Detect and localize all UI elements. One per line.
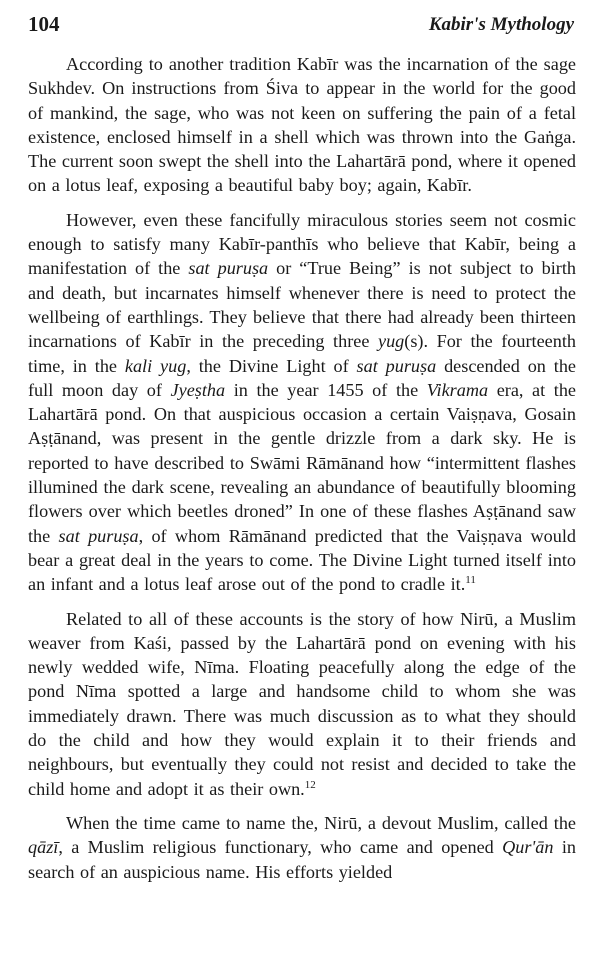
text-run: , a Muslim religious functionary, who came and opened bbox=[58, 837, 503, 858]
italic-term: sat puruṣa bbox=[356, 355, 437, 376]
text-run: in the year 1455 of the bbox=[225, 379, 427, 400]
text-run: in search of an auspicious name. His efforts yielded bbox=[28, 837, 576, 882]
text-run: However, even these fancifully miraculous stories seem not cosmic enough to satisfy many Kabīr-panthīs who believe that Kabīr, being a manifestation of the bbox=[28, 209, 576, 279]
text-run: descended on the full moon day of bbox=[28, 355, 576, 400]
running-head: Kabir's Mythology bbox=[428, 14, 574, 35]
body-text bbox=[28, 52, 576, 894]
italic-term: sat puruṣa bbox=[188, 258, 269, 279]
text-run: According to another tradition Kabīr was the incarnation of the sage Sukhdev. On instructions from Śiva to appear in the world for the good of mankind, the sage, who was not keen on suffering the pain of a fetal existence, enclosed himself in a shell which was thrown into the Gaṅga. The current soon swept the shell into the Lahartārā pond, where it opened on a lotus leaf, exposing a beautiful baby boy; again, Kabīr. bbox=[28, 54, 576, 196]
footnote-ref: 12 bbox=[304, 778, 316, 791]
page-number: 104 bbox=[28, 12, 60, 36]
italic-term: kali yug bbox=[124, 355, 187, 376]
text-run: Related to all of these accounts is the story of how Nirū, a Muslim weaver from Kaśi, passed by the Lahartārā pond on evening with his newly wedded wife, Nīma. Floating peacefully along the edge of the pond Nīma spotted a large and handsome child to whom she was immediately drawn. There was much discussion as to what they should do the child and how they would explain it to their friends and neighbours, but eventually they could not resist and decided to take the child home and adopt it as their own. bbox=[28, 608, 576, 799]
italic-term: Qur'ān bbox=[502, 837, 554, 858]
paragraph-3 bbox=[28, 607, 576, 801]
italic-term: Vikrama bbox=[426, 379, 489, 400]
text-run: or “True Being” is not subject to birth and death, but incarnates himself whenever there is need to protect the wellbeing of earthlings. They believe that there had already been thirteen incarnations of Kabīr in the preceding three bbox=[28, 258, 576, 352]
text-run: era, at the Lahartārā pond. On that auspicious occasion a certain Vaiṣṇava, Gosain Aṣṭānand, was present in the gentle drizzle from a dark sky. He is reported to have described to Swāmi Rāmānand how “intermittent flashes illumined the dark scene, revealing an abundance of beautifully blooming flowers over which beetles droned” In one of these flashes Aṣṭānand saw the bbox=[28, 379, 577, 546]
text-run: , of whom Rāmānand predicted that the Vaiṣṇava would bear a great deal in the years to come. The Divine Light turned itself into an infant and a lotus leaf arose out of the pond to cradle it. bbox=[28, 525, 576, 595]
footnote-ref: 11 bbox=[465, 574, 476, 587]
italic-term: yug bbox=[378, 331, 405, 352]
paragraph-1 bbox=[28, 52, 576, 198]
paragraph-4 bbox=[28, 811, 576, 884]
italic-term: Jyeṣtha bbox=[170, 379, 226, 400]
page-header bbox=[28, 12, 574, 46]
paragraph-2 bbox=[28, 208, 576, 597]
italic-term: sat puruṣa bbox=[58, 525, 139, 546]
text-run: , the Divine Light of bbox=[186, 355, 357, 376]
text-run: (s). For the fourteenth time, in the bbox=[28, 331, 576, 376]
text-run: When the time came to name the, Nirū, a devout Muslim, called the bbox=[66, 812, 576, 833]
italic-term: qāzī bbox=[28, 837, 59, 858]
